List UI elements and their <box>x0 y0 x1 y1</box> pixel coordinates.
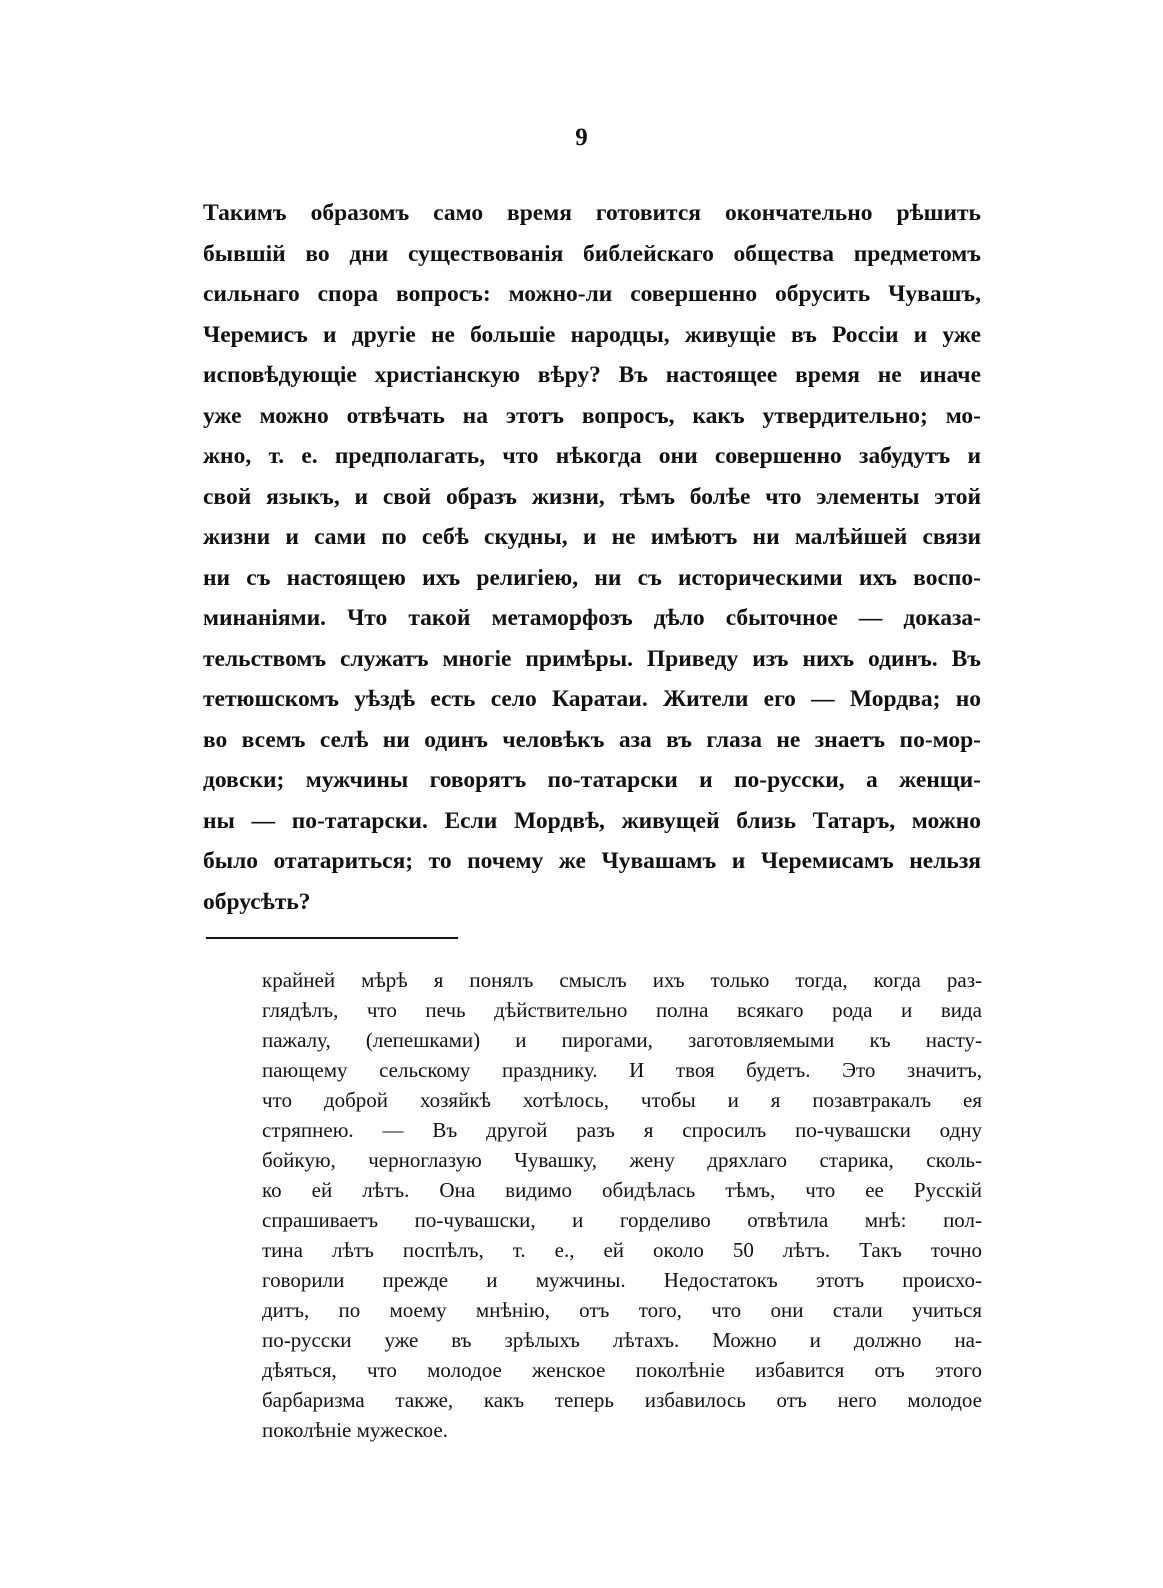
main-text <box>203 193 981 922</box>
footnote-line: поколѣніе мужеское. <box>262 1418 448 1442</box>
main-text-line: исповѣдующіе христіанскую вѣру? Въ настоящее время не иначе <box>203 362 981 388</box>
footnote-line: стряпнею. — Въ другой разъ я спросилъ по-чувашски одну <box>262 1118 982 1142</box>
main-text-line: сильнаго спора вопросъ: можно-ли совершенно обрусить Чувашъ, <box>203 281 981 307</box>
main-text-line: ны — по-татарски. Если Мордвѣ, живущей близь Татаръ, можно <box>203 807 981 834</box>
main-text-line: Черемисъ и другіе не большіе народцы, живущіе въ Россіи и уже <box>203 321 981 348</box>
main-text-line: бывшій во дни существованія библейскаго общества предметомъ <box>203 240 981 267</box>
footnote-rule <box>206 937 458 939</box>
footnote-line: пающему сельскому празднику. И твоя будетъ. Это значитъ, <box>262 1058 982 1082</box>
main-text-line: уже можно отвѣчать на этотъ вопросъ, какъ утвердительно; мо- <box>203 402 981 429</box>
footnote-line: крайней мѣрѣ я понялъ смыслъ ихъ только тогда, когда раз- <box>262 968 982 992</box>
main-text-line: жизни и сами по себѣ скудны, и не имѣютъ ни малѣйшей связи <box>203 524 981 550</box>
footnote-line: тина лѣтъ поспѣлъ, т. е., ей около 50 лѣтъ. Такъ точно <box>262 1238 982 1262</box>
main-text-line: во всемъ селѣ ни одинъ человѣкъ аза въ глаза не знаетъ по-мор- <box>203 726 981 753</box>
footnote-line: ко ей лѣтъ. Она видимо обидѣлась тѣмъ, что ее Русскій <box>262 1178 982 1202</box>
page-number: 9 <box>575 124 588 151</box>
main-text-line: довски; мужчины говорятъ по-татарски и по-русски, а женщи- <box>203 767 981 793</box>
main-text-line: свой языкъ, и свой образъ жизни, тѣмъ болѣе что элементы этой <box>203 483 981 510</box>
main-text-line: ни съ настоящею ихъ религіею, ни съ историческими ихъ воспо- <box>203 564 981 591</box>
footnote-line: по-русски уже въ зрѣлыхъ лѣтахъ. Можно и должно на- <box>262 1328 982 1352</box>
footnote-line: спрашиваетъ по-чувашски, и горделиво отвѣтила мнѣ: пол- <box>262 1208 982 1232</box>
footnote-line: глядѣлъ, что печь дѣйствительно полна всякаго рода и вида <box>262 998 982 1022</box>
footnote-line: пажалу, (лепешками) и пирогами, заготовляемыми къ насту- <box>262 1028 982 1052</box>
main-text-line: Такимъ образомъ само время готовится окончательно рѣшить <box>203 200 981 226</box>
footnote-line: что доброй хозяйкѣ хотѣлось, чтобы и я позавтракалъ ея <box>262 1088 982 1112</box>
footnote-line: дитъ, по моему мнѣнію, отъ того, что они стали учиться <box>262 1298 982 1322</box>
main-text-line: тетюшскомъ уѣздѣ есть село Каратаи. Жители его — Мордва; но <box>203 686 981 712</box>
main-text-line: было отатариться; то почему же Чувашамъ и Черемисамъ нельзя <box>203 848 981 874</box>
main-text-line: жно, т. е. предполагать, что нѣкогда они совершенно забудутъ и <box>203 443 981 469</box>
main-text-line: минаніями. Что такой метаморфозъ дѣло сбыточное — доказа- <box>203 605 981 631</box>
footnote-line: дѣяться, что молодое женское поколѣніе избавится отъ этого <box>262 1358 982 1382</box>
footnote-line: бойкую, черноглазую Чувашку, жену дряхлаго старика, сколь- <box>262 1148 982 1172</box>
main-text-line: тельствомъ служатъ многіе примѣры. Приведу изъ нихъ одинъ. Въ <box>203 645 981 672</box>
footnote-line: говорили прежде и мужчины. Недостатокъ этотъ происхо- <box>262 1268 982 1292</box>
footnote <box>262 965 982 1445</box>
main-text-line: обрусѣть? <box>203 888 311 915</box>
footnote-line: барбаризма также, какъ теперь избавилось отъ него молодое <box>262 1388 982 1412</box>
